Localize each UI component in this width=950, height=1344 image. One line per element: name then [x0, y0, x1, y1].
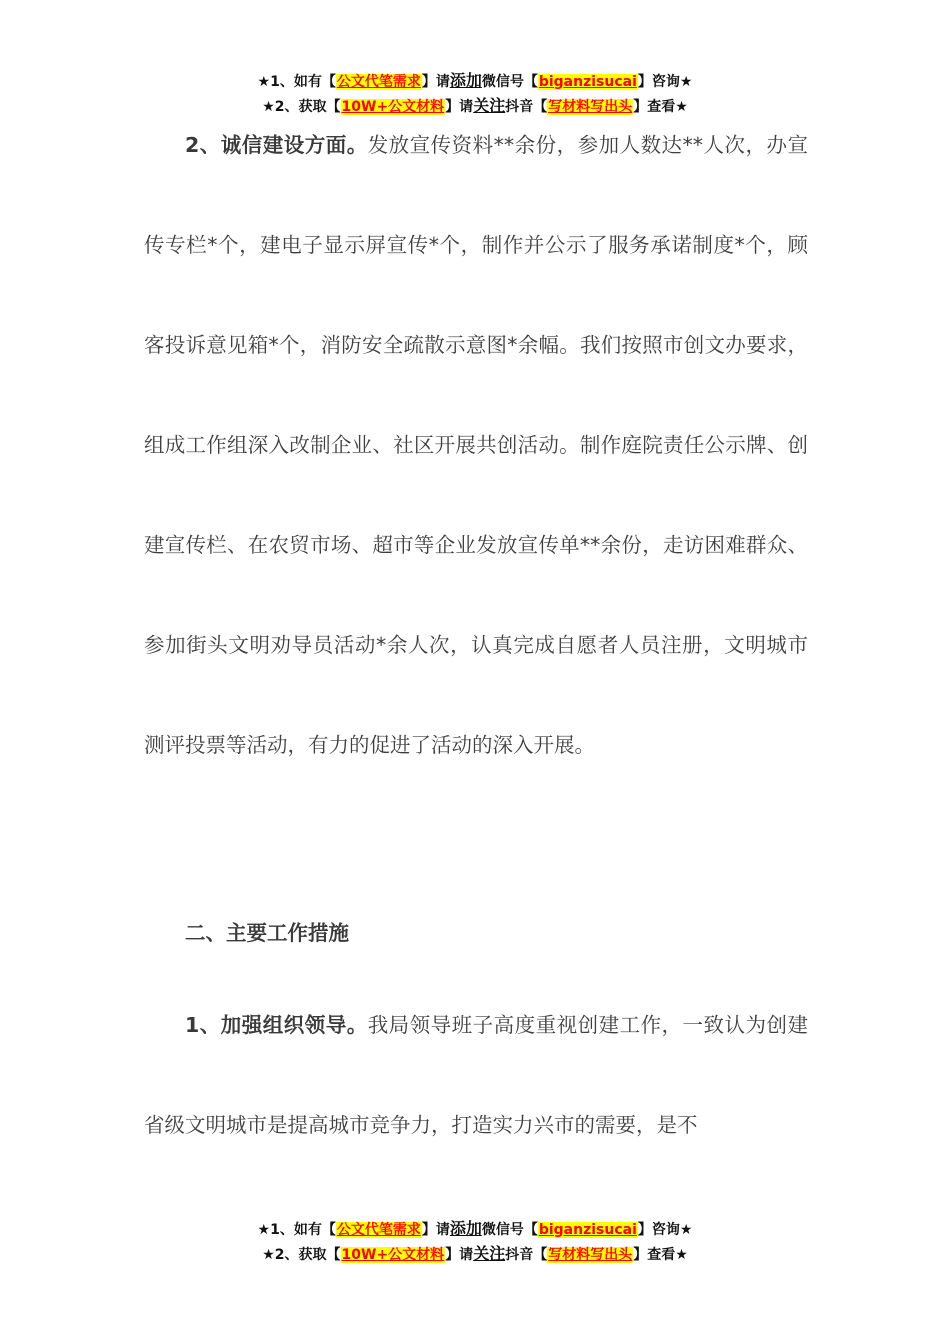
- footer-banner-line-1: [0, 1217, 950, 1242]
- banner-text: ★1、如有【: [257, 74, 336, 90]
- banner-highlight: biganzisucai: [538, 1222, 637, 1238]
- banner-text: 】咨询★: [637, 1222, 693, 1238]
- banner-underlined: 添加: [449, 71, 482, 90]
- banner-text: 】请: [421, 1222, 450, 1238]
- banner-text: 微信号【: [481, 74, 538, 90]
- banner-text: 微信号【: [481, 1222, 538, 1238]
- document-body: [144, 95, 808, 795]
- banner-text: 】请: [421, 74, 450, 90]
- banner-text: 】请: [445, 1247, 474, 1263]
- banner-highlight: 公文代笔需求: [336, 74, 421, 90]
- banner-text: 】查看★: [633, 1247, 688, 1263]
- banner-text: 】请: [445, 99, 474, 115]
- banner-highlight: 10W+公文材料: [341, 1247, 445, 1263]
- document-heading-block: [144, 883, 808, 983]
- header-banner-line-1: [0, 69, 950, 94]
- banner-underlined: 关注: [473, 1244, 506, 1263]
- document-body-2: [144, 975, 808, 1175]
- banner-text: 】查看★: [633, 99, 688, 115]
- paragraph-text: 我局领导班子高度重视创建工作，一致认为创建省级文明城市是提高城市竞争力，打造实力兴市的需要，是不: [144, 1013, 809, 1137]
- banner-highlight: biganzisucai: [538, 74, 637, 90]
- banner-text: ★1、如有【: [257, 1222, 336, 1238]
- banner-text: 】咨询★: [637, 74, 693, 90]
- paragraph-leadership: [144, 975, 808, 1175]
- banner-highlight: 公文代笔需求: [336, 1222, 421, 1238]
- paragraph-lead: 2、诚信建设方面。: [185, 133, 368, 157]
- footer-banner-line-2: [0, 1242, 950, 1267]
- footer-banner: [0, 1217, 950, 1267]
- banner-highlight: 写材料写出头: [548, 99, 633, 115]
- banner-text: 抖音【: [505, 1247, 548, 1263]
- banner-underlined: 关注: [473, 96, 506, 115]
- banner-highlight: 10W+公文材料: [341, 99, 445, 115]
- banner-underlined: 添加: [449, 1219, 482, 1238]
- banner-text: ★2、获取【: [262, 99, 341, 115]
- banner-text: ★2、获取【: [262, 1247, 341, 1263]
- paragraph-integrity: [144, 95, 808, 795]
- banner-highlight: 写材料写出头: [548, 1247, 633, 1263]
- paragraph-lead: 1、加强组织领导。: [185, 1013, 368, 1037]
- section-heading: 二、主要工作措施: [185, 921, 349, 945]
- paragraph-text: 发放宣传资料**余份，参加人数达**人次，办宣传专栏*个，建电子显示屏宣传*个，制作并公示了服务承诺制度*个，顾客投诉意见箱*个，消防安全疏散示意图*余幅。我们按照市创文办要求，组成工作组深入改制企业、社区开展共创活动。制作庭院责任公示牌、创建宣传栏、在农贸市场、超市等企业发放宣传单**余份，走访困难群众、参加街头文明劝导员活动*余人次，认真完成自愿者人员注册，文明城市测评投票等活动，有力的促进了活动的深入开展。: [144, 133, 809, 757]
- banner-text: 抖音【: [505, 99, 548, 115]
